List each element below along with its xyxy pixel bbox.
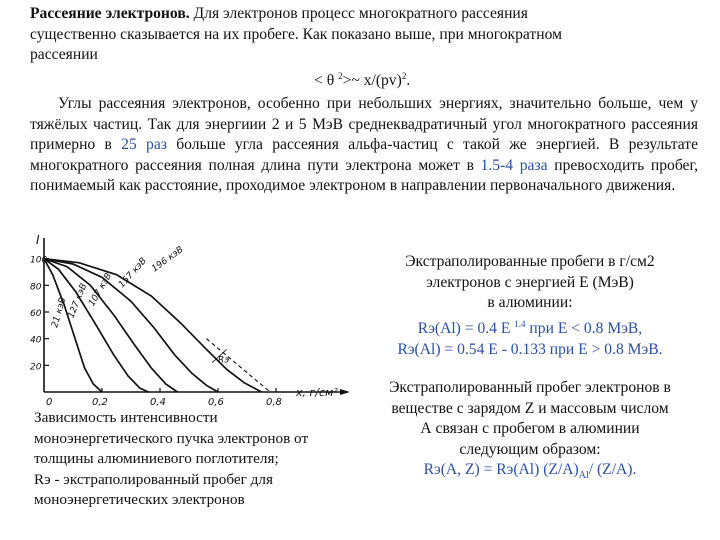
range-formula-low: Rэ(Al) = 0.4 E $^{1.4}$ при E < 0.8 МэВ,	[417, 318, 643, 337]
y-tick-label: 80	[30, 282, 42, 293]
highlight-25x: 25 раз	[121, 136, 167, 154]
section-heading: Рассеяние электронов.	[30, 5, 190, 22]
extrapolation-line	[206, 339, 270, 392]
material-formula-block	[360, 378, 700, 487]
x-tick-label: 0,8	[266, 397, 282, 408]
x-tick-label: 0,4	[150, 397, 166, 408]
range-text: Экстраполированные пробеги в г/см2	[405, 253, 655, 270]
range-formula-high: Rэ(Al) = 0.54 E - 0.133 при E > 0.8 МэВ.	[397, 340, 663, 358]
curve-label-4: 157 кэВ	[117, 256, 150, 291]
caption-text: моноэнергетических электронов	[34, 491, 245, 509]
range-text: в алюминии:	[487, 294, 573, 312]
material-text: следующим образом:	[459, 440, 601, 458]
range-annotation: Rэ	[218, 355, 230, 366]
curve-label-5: 196 кэВ	[150, 244, 186, 275]
curve-label-3: 107 кэВ	[87, 271, 115, 309]
range-text: электронов с энергией Е (МэВ)	[426, 273, 634, 291]
graph-caption	[34, 408, 374, 511]
caption-text: моноэнергетического пучка электронов от	[34, 429, 309, 447]
angle-formula: < θ $^2$>~ x/(pv)$^2$.	[314, 70, 411, 89]
intensity-graph	[30, 232, 360, 412]
x-tick-label-zero: 0	[46, 397, 53, 408]
y-tick-label: 40	[30, 335, 42, 346]
y-tick-label: 100	[30, 255, 48, 266]
intro-paragraph	[30, 4, 698, 92]
highlight-range: 1.5-4 раза	[480, 156, 555, 174]
x-axis-arrow	[340, 389, 350, 395]
curve-label-1: 21 кэВ	[50, 296, 69, 329]
x-tick-label: 0,2	[92, 397, 108, 408]
material-text: веществе с зарядом Z и массовым числом	[391, 399, 669, 417]
x-tick-label: 0,6	[208, 397, 224, 408]
material-formula: Rэ(A, Z) = Rэ(Al) $(Z/A)_{Al}/$ (Z/A).	[423, 461, 637, 482]
caption-text: Rэ - экстраполированный пробег для	[34, 470, 273, 488]
x-axis-label: x, г/см²	[296, 386, 338, 399]
material-text: Экстраполированный пробег электронов в	[389, 379, 671, 396]
intro-text: Для электронов процесс многократного рассеяния	[189, 5, 528, 22]
intro-text: существенно сказывается на их пробеге. Как показано выше, при многократном	[30, 25, 562, 43]
intro-text: рассеянии	[30, 46, 98, 64]
caption-text: толщины алюминиевого поглотителя;	[34, 450, 279, 468]
y-tick-label: 20	[30, 362, 42, 373]
y-axis-label: I	[36, 233, 40, 247]
caption-text: Зависимость интенсивности	[34, 409, 218, 426]
curve-label-2: 127 кэВ	[66, 282, 90, 320]
scattering-paragraph: Углы рассеяния электронов, особенно при небольших энергиях, значительно больше, чем у тяжёлых частиц. Так для энергиии 2 и 5 МэВ среднеквадратичный угол многократного рассеяния примерно в 25 раз больше угла рассеяния альфа-частиц с такой же энергией. В результате многократного рассеяния полная длина пути электрона может в 1.5-4 раза превосходить пробег, понимаемый как расстояние, проходимое электроном в направлении первоначального движения.	[30, 95, 702, 195]
material-text: А связан с пробегом в алюминии	[420, 420, 640, 438]
graph-curves	[44, 259, 270, 392]
y-tick-label: 60	[30, 309, 42, 319]
range-formula-block	[360, 252, 700, 360]
graph-labels	[30, 233, 338, 408]
